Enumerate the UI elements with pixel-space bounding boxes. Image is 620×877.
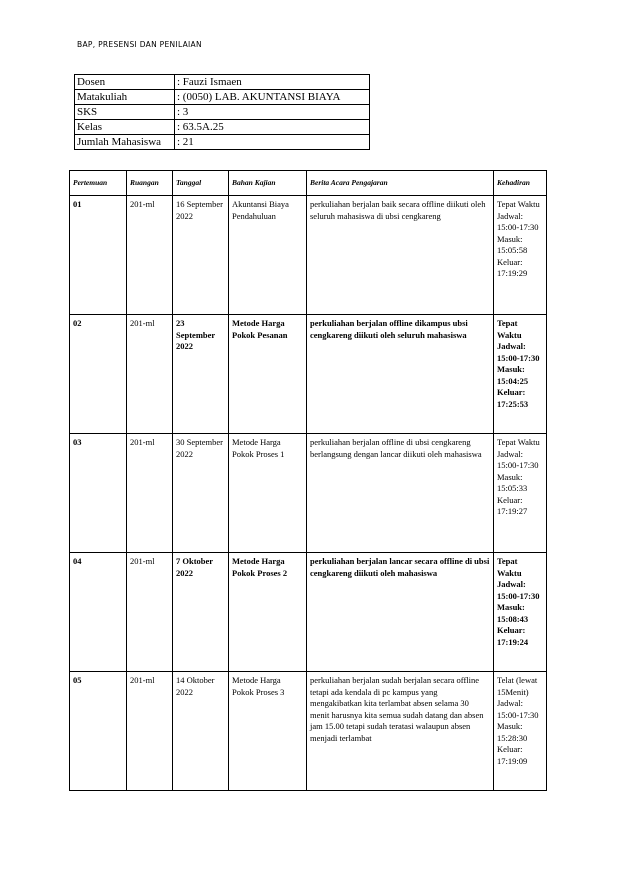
kehadiran-keluar: Keluar: 17:19:29	[497, 256, 528, 278]
kehadiran-cell	[494, 553, 547, 672]
table-row	[70, 434, 547, 553]
info-row	[75, 90, 370, 105]
table-row	[70, 672, 547, 791]
tanggal-cell: 14 Oktober 2022	[173, 672, 229, 791]
kehadiran-masuk: Masuk: 15:04:25	[497, 364, 529, 386]
column-header-berita-acara: Berita Acara Pengajaran	[307, 171, 494, 196]
kehadiran-cell	[494, 196, 547, 315]
kehadiran-jadwal: Jadwal: 15:00-17:30	[497, 579, 540, 601]
info-row	[75, 75, 370, 90]
column-header-pertemuan: Pertemuan	[70, 171, 127, 196]
kehadiran-masuk: Masuk: 15:08:43	[497, 602, 529, 624]
kehadiran-cell	[494, 315, 547, 434]
kehadiran-status: Tepat Waktu	[497, 556, 522, 578]
column-header-tanggal: Tanggal	[173, 171, 229, 196]
berita-acara-cell: perkuliahan berjalan sudah berjalan secara offline tetapi ada kendala di pc kampus yang mengakibatkan kita terlambat absen selama 30 menit harusnya kita semua sudah datang dan absen jam 15.00 tetapi sudah teratasi walaupun absen menjadi terlambat	[307, 672, 494, 791]
info-label: Jumlah Mahasiswa	[75, 135, 175, 150]
kehadiran-cell	[494, 434, 547, 553]
ruangan-cell: 201-ml	[127, 434, 173, 553]
table-row	[70, 553, 547, 672]
bahan-kajian-cell: Metode Harga Pokok Proses 3	[229, 672, 307, 791]
info-value: : 63.5A.25	[175, 120, 370, 135]
table-row	[70, 196, 547, 315]
berita-acara-cell: perkuliahan berjalan offline di ubsi cengkareng berlangsung dengan lancar diikuti oleh mahasiswa	[307, 434, 494, 553]
bahan-kajian-cell: Metode Harga Pokok Pesanan	[229, 315, 307, 434]
kehadiran-keluar: Keluar: 17:19:27	[497, 494, 528, 516]
kehadiran-jadwal: Jadwal: 15:00-17:30	[497, 448, 539, 470]
attendance-table	[69, 170, 547, 791]
kehadiran-status: Telat (lewat 15Menit)	[497, 675, 538, 697]
tanggal-cell: 16 September 2022	[173, 196, 229, 315]
info-label: Kelas	[75, 120, 175, 135]
kehadiran-masuk: Masuk: 15:28:30	[497, 721, 528, 743]
course-info-table	[74, 74, 370, 150]
kehadiran-keluar: Keluar: 17:19:24	[497, 625, 529, 647]
info-label: SKS	[75, 105, 175, 120]
pertemuan-cell: 01	[70, 196, 127, 315]
pertemuan-cell: 02	[70, 315, 127, 434]
table-header-row	[70, 171, 547, 196]
column-header-kehadiran: Kehadiran	[494, 171, 547, 196]
column-header-bahan-kajian: Bahan Kajian	[229, 171, 307, 196]
tanggal-cell: 30 September 2022	[173, 434, 229, 553]
ruangan-cell: 201-ml	[127, 672, 173, 791]
bahan-kajian-cell: Metode Harga Pokok Proses 2	[229, 553, 307, 672]
kehadiran-jadwal: Jadwal: 15:00-17:30	[497, 341, 540, 363]
kehadiran-masuk: Masuk: 15:05:58	[497, 233, 528, 255]
kehadiran-cell	[494, 672, 547, 791]
berita-acara-cell: perkuliahan berjalan baik secara offline diikuti oleh seluruh mahasiswa di ubsi cengkareng	[307, 196, 494, 315]
ruangan-cell: 201-ml	[127, 196, 173, 315]
berita-acara-cell: perkuliahan berjalan lancar secara offline di ubsi cengkareng diikuti oleh mahasiswa	[307, 553, 494, 672]
info-value: : 3	[175, 105, 370, 120]
kehadiran-keluar: Keluar: 17:19:09	[497, 744, 528, 766]
kehadiran-masuk: Masuk: 15:05:33	[497, 471, 528, 493]
kehadiran-status: Tepat Waktu	[497, 318, 522, 340]
info-value: : (0050) LAB. AKUNTANSI BIAYA	[175, 90, 370, 105]
kehadiran-status: Tepat Waktu	[497, 437, 540, 447]
kehadiran-jadwal: Jadwal: 15:00-17:30	[497, 210, 539, 232]
kehadiran-jadwal: Jadwal: 15:00-17:30	[497, 698, 539, 720]
ruangan-cell: 201-ml	[127, 315, 173, 434]
pertemuan-cell: 04	[70, 553, 127, 672]
info-row	[75, 105, 370, 120]
bahan-kajian-cell: Akuntansi Biaya Pendahuluan	[229, 196, 307, 315]
info-row	[75, 120, 370, 135]
kehadiran-status: Tepat Waktu	[497, 199, 540, 209]
bahan-kajian-cell: Metode Harga Pokok Proses 1	[229, 434, 307, 553]
info-label: Matakuliah	[75, 90, 175, 105]
pertemuan-cell: 03	[70, 434, 127, 553]
ruangan-cell: 201-ml	[127, 553, 173, 672]
page-header: BAP, PRESENSI DAN PENILAIAN	[77, 40, 202, 49]
info-value: : Fauzi Ismaen	[175, 75, 370, 90]
berita-acara-cell: perkuliahan berjalan offline dikampus ubsi cengkareng diikuti oleh seluruh mahasiswa	[307, 315, 494, 434]
info-row	[75, 135, 370, 150]
tanggal-cell: 23 September 2022	[173, 315, 229, 434]
pertemuan-cell: 05	[70, 672, 127, 791]
kehadiran-keluar: Keluar: 17:25:53	[497, 387, 529, 409]
column-header-ruangan: Ruangan	[127, 171, 173, 196]
info-label: Dosen	[75, 75, 175, 90]
tanggal-cell: 7 Oktober 2022	[173, 553, 229, 672]
info-value: : 21	[175, 135, 370, 150]
table-row	[70, 315, 547, 434]
